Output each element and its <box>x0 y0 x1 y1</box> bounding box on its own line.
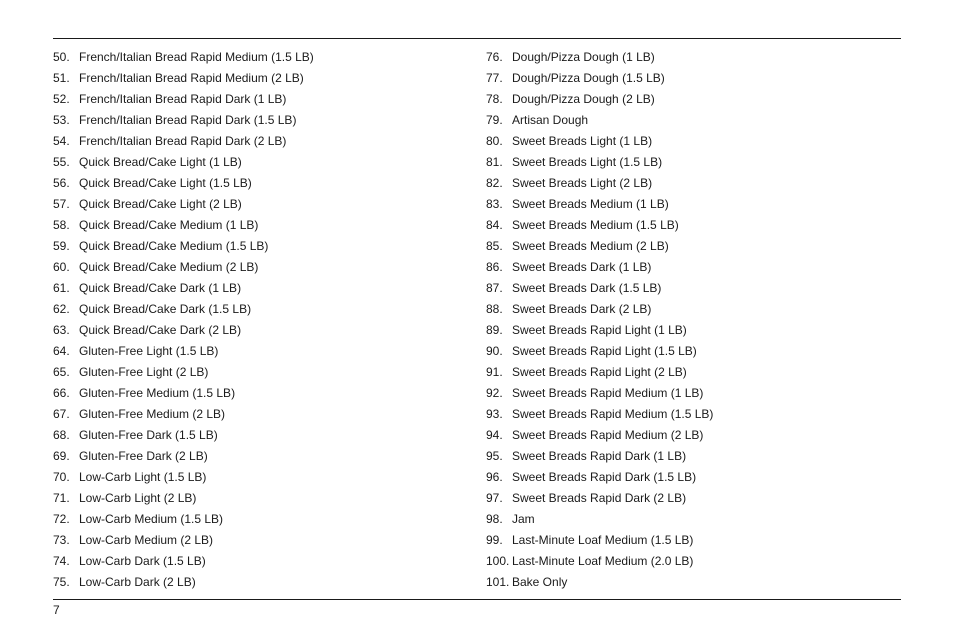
item-label: Low-Carb Medium (2 LB) <box>79 533 214 547</box>
item-label: Artisan Dough <box>512 113 589 127</box>
item-number: 73. <box>53 533 70 547</box>
item-label: Quick Bread/Cake Dark (2 LB) <box>79 323 242 337</box>
list-item <box>53 341 314 362</box>
item-label: Gluten-Free Medium (1.5 LB) <box>79 386 236 400</box>
item-label: Gluten-Free Dark (1.5 LB) <box>79 428 218 442</box>
item-number: 97. <box>486 491 503 505</box>
item-number: 64. <box>53 344 70 358</box>
item-number: 70. <box>53 470 70 484</box>
item-number: 79. <box>486 113 503 127</box>
item-label: Gluten-Free Medium (2 LB) <box>79 407 226 421</box>
item-label: Sweet Breads Rapid Light (1.5 LB) <box>512 344 697 358</box>
list-item <box>486 446 713 467</box>
list-item <box>486 572 713 593</box>
list-item <box>486 47 713 68</box>
item-label: Sweet Breads Rapid Medium (2 LB) <box>512 428 704 442</box>
item-number: 57. <box>53 197 70 211</box>
item-label: French/Italian Bread Rapid Dark (2 LB) <box>79 134 287 148</box>
list-item <box>486 299 713 320</box>
page-number: 7 <box>53 603 60 617</box>
list-item <box>53 383 314 404</box>
list-item <box>53 530 314 551</box>
list-item <box>53 194 314 215</box>
item-label: Low-Carb Dark (2 LB) <box>79 575 196 589</box>
item-number: 71. <box>53 491 70 505</box>
list-item <box>486 488 713 509</box>
list-item <box>486 173 713 194</box>
item-number: 82. <box>486 176 503 190</box>
bottom-rule <box>53 599 901 600</box>
item-number: 78. <box>486 92 503 106</box>
list-item <box>486 383 713 404</box>
list-item <box>486 278 713 299</box>
item-label: Sweet Breads Light (2 LB) <box>512 176 653 190</box>
list-item <box>53 425 314 446</box>
list-item <box>486 320 713 341</box>
list-item <box>486 131 713 152</box>
item-number: 66. <box>53 386 70 400</box>
item-number: 62. <box>53 302 70 316</box>
item-label: French/Italian Bread Rapid Medium (1.5 LB) <box>79 50 314 64</box>
item-label: Low-Carb Medium (1.5 LB) <box>79 512 224 526</box>
list-item <box>53 446 314 467</box>
list-item <box>486 89 713 110</box>
item-label: Quick Bread/Cake Medium (2 LB) <box>79 260 259 274</box>
list-item <box>53 278 314 299</box>
item-number: 89. <box>486 323 503 337</box>
list-item <box>53 152 314 173</box>
list-item <box>53 488 314 509</box>
item-label: French/Italian Bread Rapid Medium (2 LB) <box>79 71 304 85</box>
list-item <box>486 341 713 362</box>
item-number: 55. <box>53 155 70 169</box>
item-label: Quick Bread/Cake Light (1 LB) <box>79 155 242 169</box>
item-number: 100. <box>486 554 510 568</box>
item-number: 92. <box>486 386 503 400</box>
list-item <box>53 110 314 131</box>
list-item <box>53 404 314 425</box>
list-item <box>53 89 314 110</box>
list-item <box>486 530 713 551</box>
item-number: 94. <box>486 428 503 442</box>
item-number: 84. <box>486 218 503 232</box>
list-item <box>53 257 314 278</box>
program-list-left <box>53 47 314 593</box>
item-number: 68. <box>53 428 70 442</box>
item-label: Gluten-Free Light (1.5 LB) <box>79 344 219 358</box>
list-item <box>53 131 314 152</box>
item-number: 69. <box>53 449 70 463</box>
item-label: Low-Carb Dark (1.5 LB) <box>79 554 206 568</box>
item-label: Sweet Breads Dark (2 LB) <box>512 302 652 316</box>
list-item <box>486 551 713 572</box>
list-item <box>486 362 713 383</box>
item-label: Gluten-Free Dark (2 LB) <box>79 449 208 463</box>
list-item <box>53 467 314 488</box>
item-number: 59. <box>53 239 70 253</box>
item-number: 67. <box>53 407 70 421</box>
item-label: Last-Minute Loaf Medium (2.0 LB) <box>512 554 694 568</box>
item-label: Sweet Breads Rapid Medium (1.5 LB) <box>512 407 714 421</box>
item-number: 93. <box>486 407 503 421</box>
item-label: Sweet Breads Rapid Light (1 LB) <box>512 323 687 337</box>
item-label: Sweet Breads Medium (1 LB) <box>512 197 669 211</box>
item-number: 96. <box>486 470 503 484</box>
item-label: Sweet Breads Rapid Light (2 LB) <box>512 365 687 379</box>
item-label: French/Italian Bread Rapid Dark (1 LB) <box>79 92 287 106</box>
item-label: Dough/Pizza Dough (1.5 LB) <box>512 71 665 85</box>
item-label: Quick Bread/Cake Dark (1 LB) <box>79 281 242 295</box>
item-number: 60. <box>53 260 70 274</box>
item-number: 81. <box>486 155 503 169</box>
list-item <box>486 110 713 131</box>
list-item <box>53 173 314 194</box>
item-number: 61. <box>53 281 70 295</box>
item-label: Sweet Breads Dark (1 LB) <box>512 260 652 274</box>
list-item <box>53 68 314 89</box>
item-number: 87. <box>486 281 503 295</box>
item-label: French/Italian Bread Rapid Dark (1.5 LB) <box>79 113 297 127</box>
item-label: Quick Bread/Cake Light (1.5 LB) <box>79 176 252 190</box>
top-rule <box>53 38 901 39</box>
item-number: 101. <box>486 575 510 589</box>
item-number: 65. <box>53 365 70 379</box>
item-number: 83. <box>486 197 503 211</box>
item-number: 74. <box>53 554 70 568</box>
list-item <box>53 362 314 383</box>
list-item <box>486 152 713 173</box>
list-item <box>486 194 713 215</box>
item-number: 54. <box>53 134 70 148</box>
item-number: 58. <box>53 218 70 232</box>
list-item <box>486 509 713 530</box>
item-number: 77. <box>486 71 503 85</box>
item-label: Dough/Pizza Dough (2 LB) <box>512 92 655 106</box>
item-number: 56. <box>53 176 70 190</box>
list-item <box>486 68 713 89</box>
list-item <box>53 509 314 530</box>
item-number: 91. <box>486 365 503 379</box>
list-item <box>53 215 314 236</box>
list-item <box>486 236 713 257</box>
list-item <box>486 404 713 425</box>
item-label: Sweet Breads Rapid Dark (1 LB) <box>512 449 687 463</box>
item-label: Dough/Pizza Dough (1 LB) <box>512 50 655 64</box>
item-number: 86. <box>486 260 503 274</box>
item-label: Gluten-Free Light (2 LB) <box>79 365 209 379</box>
item-label: Low-Carb Light (1.5 LB) <box>79 470 207 484</box>
item-label: Quick Bread/Cake Light (2 LB) <box>79 197 242 211</box>
item-label: Sweet Breads Rapid Dark (2 LB) <box>512 491 687 505</box>
item-number: 76. <box>486 50 503 64</box>
list-item <box>53 320 314 341</box>
list-item <box>486 425 713 446</box>
item-label: Sweet Breads Light (1.5 LB) <box>512 155 663 169</box>
item-number: 95. <box>486 449 503 463</box>
item-number: 52. <box>53 92 70 106</box>
program-list-right <box>486 47 713 593</box>
item-number: 90. <box>486 344 503 358</box>
item-label: Quick Bread/Cake Medium (1.5 LB) <box>79 239 269 253</box>
list-item <box>53 236 314 257</box>
item-label: Quick Bread/Cake Dark (1.5 LB) <box>79 302 252 316</box>
item-label: Quick Bread/Cake Medium (1 LB) <box>79 218 259 232</box>
item-number: 50. <box>53 50 70 64</box>
item-number: 51. <box>53 71 70 85</box>
item-number: 99. <box>486 533 503 547</box>
list-item <box>486 215 713 236</box>
item-label: Last-Minute Loaf Medium (1.5 LB) <box>512 533 694 547</box>
item-number: 88. <box>486 302 503 316</box>
item-label: Sweet Breads Medium (1.5 LB) <box>512 218 679 232</box>
list-item <box>53 551 314 572</box>
item-number: 75. <box>53 575 70 589</box>
item-number: 98. <box>486 512 503 526</box>
item-label: Bake Only <box>512 575 568 589</box>
item-number: 72. <box>53 512 70 526</box>
item-number: 63. <box>53 323 70 337</box>
item-label: Sweet Breads Light (1 LB) <box>512 134 653 148</box>
item-label: Sweet Breads Rapid Medium (1 LB) <box>512 386 704 400</box>
item-label: Low-Carb Light (2 LB) <box>79 491 197 505</box>
item-label: Jam <box>512 512 535 526</box>
list-item <box>486 257 713 278</box>
item-number: 53. <box>53 113 70 127</box>
item-label: Sweet Breads Rapid Dark (1.5 LB) <box>512 470 697 484</box>
list-item <box>53 47 314 68</box>
item-number: 85. <box>486 239 503 253</box>
list-item <box>486 467 713 488</box>
item-number: 80. <box>486 134 503 148</box>
list-item <box>53 572 314 593</box>
list-item <box>53 299 314 320</box>
item-label: Sweet Breads Medium (2 LB) <box>512 239 669 253</box>
item-label: Sweet Breads Dark (1.5 LB) <box>512 281 662 295</box>
